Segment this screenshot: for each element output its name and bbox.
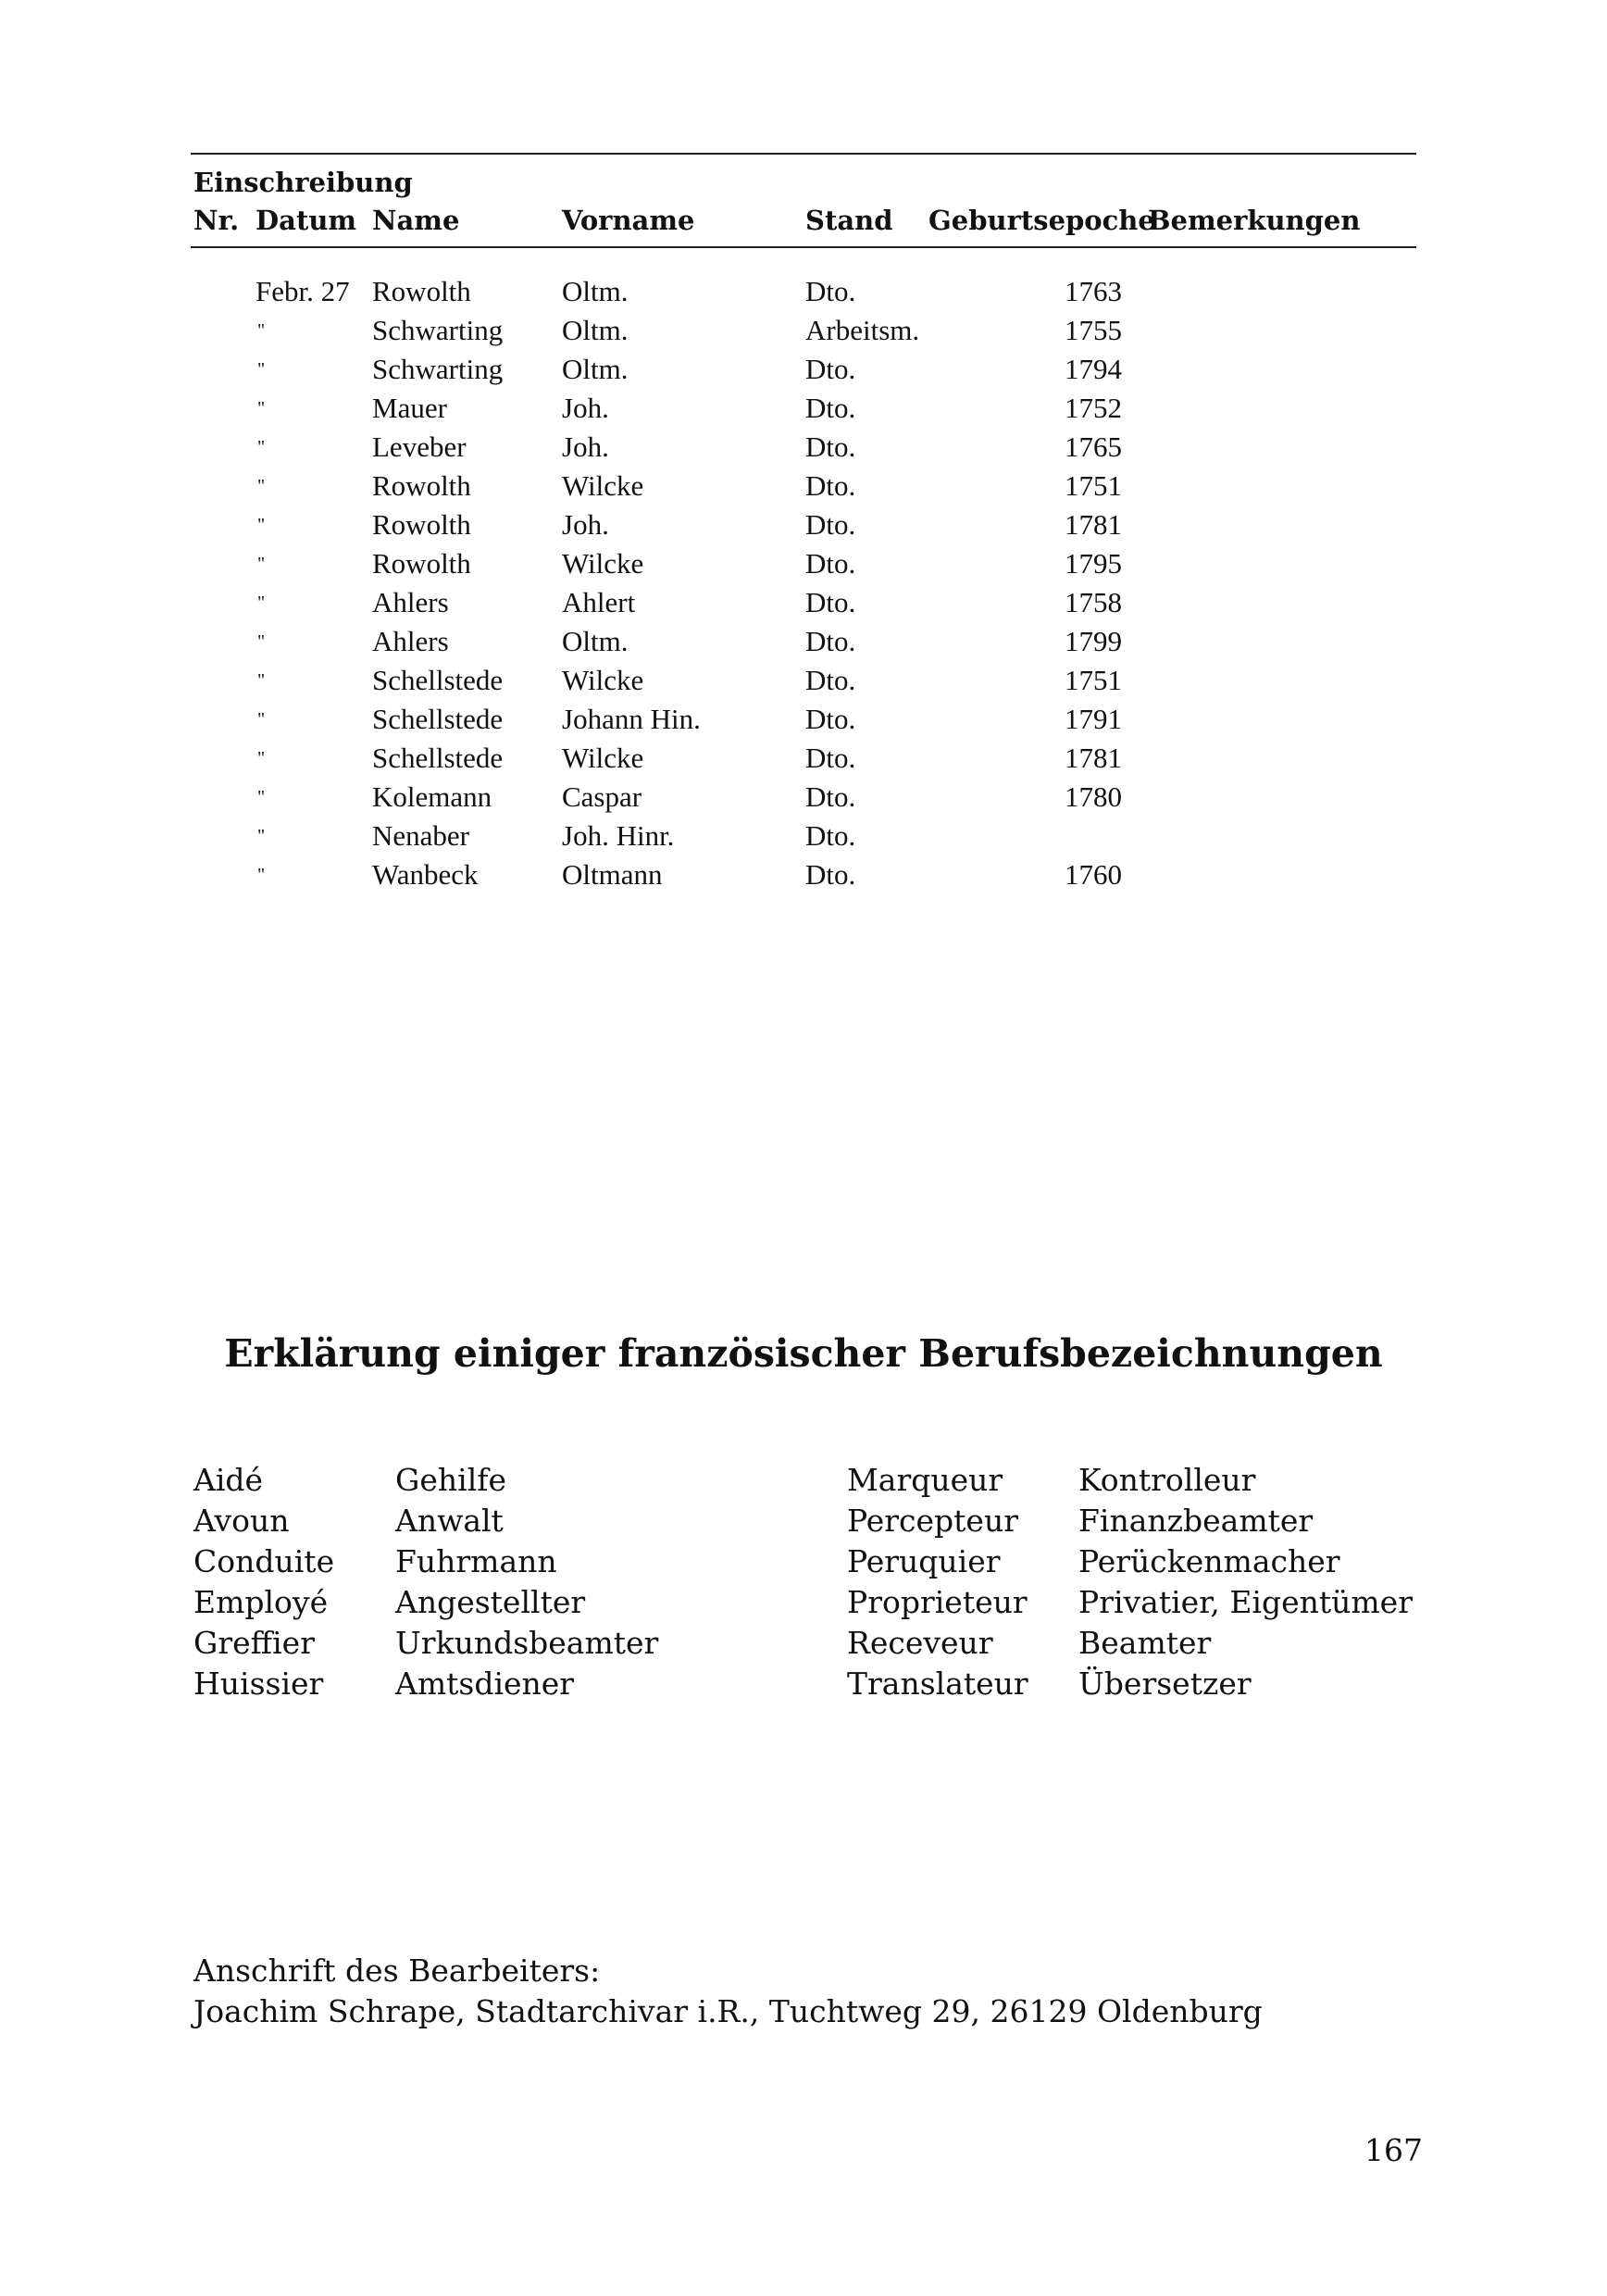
cell-vorname: Joh. Hinr. bbox=[562, 819, 675, 852]
cell-geburtsepoche: 1758 bbox=[1065, 586, 1122, 618]
glossary-term: Marqueur bbox=[847, 1462, 1003, 1498]
glossary-meaning: Beamter bbox=[1078, 1625, 1212, 1661]
cell-stand: Dto. bbox=[805, 780, 856, 813]
glossary-term: Huissier bbox=[193, 1666, 324, 1702]
cell-stand: Arbeitsm. bbox=[805, 314, 920, 346]
table-row bbox=[0, 505, 1607, 544]
table-top-rule bbox=[191, 153, 1416, 155]
cell-stand: Dto. bbox=[805, 353, 856, 385]
cell-geburtsepoche: 1751 bbox=[1065, 469, 1122, 502]
glossary-term: Receveur bbox=[847, 1625, 993, 1661]
cell-stand: Dto. bbox=[805, 430, 856, 463]
glossary-meaning: Perückenmacher bbox=[1078, 1543, 1340, 1579]
cell-vorname: Ahlert bbox=[562, 586, 636, 618]
cell-name: Schwarting bbox=[372, 314, 504, 346]
cell-stand: Dto. bbox=[805, 586, 856, 618]
cell-geburtsepoche: 1799 bbox=[1065, 625, 1122, 657]
cell-geburtsepoche: 1791 bbox=[1065, 703, 1122, 735]
cell-geburtsepoche: 1760 bbox=[1065, 858, 1122, 891]
cell-stand: Dto. bbox=[805, 703, 856, 735]
cell-datum: " bbox=[257, 631, 266, 652]
cell-name: Rowolth bbox=[372, 547, 471, 580]
cell-geburtsepoche: 1781 bbox=[1065, 742, 1122, 774]
table-row bbox=[0, 583, 1607, 622]
glossary-term: Aidé bbox=[193, 1462, 264, 1498]
cell-geburtsepoche: 1751 bbox=[1065, 664, 1122, 696]
glossary-term: Conduite bbox=[193, 1543, 335, 1579]
cell-geburtsepoche: 1763 bbox=[1065, 275, 1122, 307]
cell-datum: " bbox=[257, 359, 266, 380]
cell-name: Rowolth bbox=[372, 469, 471, 502]
cell-datum: " bbox=[257, 476, 266, 496]
cell-vorname: Johann Hin. bbox=[562, 703, 701, 735]
cell-vorname: Oltm. bbox=[562, 353, 629, 385]
header-geburtsepoche: Geburtsepoche bbox=[928, 205, 1155, 236]
cell-stand: Dto. bbox=[805, 742, 856, 774]
cell-geburtsepoche: 1794 bbox=[1065, 353, 1122, 385]
glossary-meaning: Übersetzer bbox=[1078, 1666, 1252, 1702]
cell-name: Rowolth bbox=[372, 508, 471, 541]
cell-datum: " bbox=[257, 670, 266, 691]
cell-name: Schellstede bbox=[372, 703, 504, 735]
glossary-meaning: Fuhrmann bbox=[395, 1543, 557, 1579]
table-row bbox=[0, 389, 1607, 428]
glossary-term: Proprieteur bbox=[847, 1584, 1028, 1620]
header-einschreibung: Einschreibung bbox=[193, 167, 413, 198]
glossary-meaning: Privatier, Eigentümer bbox=[1078, 1584, 1413, 1620]
cell-name: Schwarting bbox=[372, 353, 504, 385]
cell-vorname: Oltm. bbox=[562, 275, 629, 307]
table-row bbox=[0, 622, 1607, 661]
cell-geburtsepoche: 1755 bbox=[1065, 314, 1122, 346]
glossary-meaning: Urkundsbeamter bbox=[395, 1625, 659, 1661]
cell-datum: " bbox=[257, 826, 266, 846]
cell-datum: " bbox=[257, 554, 266, 574]
glossary-meaning: Gehilfe bbox=[395, 1462, 506, 1498]
glossary-term: Percepteur bbox=[847, 1503, 1018, 1539]
cell-datum: Febr. 27 bbox=[255, 275, 350, 307]
cell-stand: Dto. bbox=[805, 625, 856, 657]
header-stand: Stand bbox=[805, 205, 893, 236]
header-vorname: Vorname bbox=[562, 205, 695, 236]
cell-geburtsepoche: 1765 bbox=[1065, 430, 1122, 463]
table-row bbox=[0, 544, 1607, 583]
cell-vorname: Oltm. bbox=[562, 625, 629, 657]
cell-datum: " bbox=[257, 398, 266, 418]
cell-vorname: Joh. bbox=[562, 392, 609, 424]
table-header-rule bbox=[191, 246, 1416, 248]
glossary-meaning: Amtsdiener bbox=[395, 1666, 575, 1702]
cell-stand: Dto. bbox=[805, 392, 856, 424]
cell-name: Mauer bbox=[372, 392, 447, 424]
cell-name: Wanbeck bbox=[372, 858, 479, 891]
cell-name: Ahlers bbox=[372, 586, 449, 618]
cell-vorname: Joh. bbox=[562, 508, 609, 541]
cell-name: Schellstede bbox=[372, 664, 504, 696]
cell-name: Rowolth bbox=[372, 275, 471, 307]
cell-datum: " bbox=[257, 865, 266, 885]
cell-vorname: Wilcke bbox=[562, 547, 644, 580]
table-row bbox=[0, 700, 1607, 739]
address-label: Anschrift des Bearbeiters: bbox=[193, 1953, 601, 1989]
cell-datum: " bbox=[257, 320, 266, 341]
glossary-title: Erklärung einiger französischer Berufsbezeichnungen bbox=[224, 1331, 1383, 1376]
cell-datum: " bbox=[257, 709, 266, 730]
cell-vorname: Wilcke bbox=[562, 664, 644, 696]
cell-geburtsepoche: 1752 bbox=[1065, 392, 1122, 424]
glossary-term: Translateur bbox=[847, 1666, 1028, 1702]
cell-stand: Dto. bbox=[805, 819, 856, 852]
cell-datum: " bbox=[257, 787, 266, 807]
cell-stand: Dto. bbox=[805, 275, 856, 307]
glossary-term: Peruquier bbox=[847, 1543, 1001, 1579]
cell-stand: Dto. bbox=[805, 547, 856, 580]
cell-datum: " bbox=[257, 437, 266, 457]
cell-datum: " bbox=[257, 748, 266, 768]
table-row bbox=[0, 428, 1607, 467]
table-row bbox=[0, 350, 1607, 389]
cell-geburtsepoche: 1795 bbox=[1065, 547, 1122, 580]
cell-stand: Dto. bbox=[805, 469, 856, 502]
cell-stand: Dto. bbox=[805, 858, 856, 891]
address-line: Joachim Schrape, Stadtarchivar i.R., Tuchtweg 29, 26129 Oldenburg bbox=[193, 1993, 1263, 2029]
table-row bbox=[0, 739, 1607, 778]
cell-name: Kolemann bbox=[372, 780, 492, 813]
glossary-term: Employé bbox=[193, 1584, 329, 1620]
cell-geburtsepoche: 1780 bbox=[1065, 780, 1122, 813]
glossary-meaning: Finanzbeamter bbox=[1078, 1503, 1314, 1539]
cell-name: Leveber bbox=[372, 430, 467, 463]
table-row bbox=[0, 661, 1607, 700]
cell-geburtsepoche: 1781 bbox=[1065, 508, 1122, 541]
cell-vorname: Wilcke bbox=[562, 469, 644, 502]
header-datum: Datum bbox=[255, 205, 357, 236]
cell-name: Schellstede bbox=[372, 742, 504, 774]
cell-datum: " bbox=[257, 593, 266, 613]
glossary-meaning: Kontrolleur bbox=[1078, 1462, 1256, 1498]
table-row bbox=[0, 855, 1607, 894]
table-row bbox=[0, 272, 1607, 311]
header-nr: Nr. bbox=[193, 205, 240, 236]
glossary-meaning: Anwalt bbox=[395, 1503, 504, 1539]
table-row bbox=[0, 311, 1607, 350]
cell-vorname: Wilcke bbox=[562, 742, 644, 774]
glossary-term: Avoun bbox=[193, 1503, 290, 1539]
cell-vorname: Caspar bbox=[562, 780, 642, 813]
cell-stand: Dto. bbox=[805, 664, 856, 696]
page-number: 167 bbox=[1364, 2132, 1423, 2168]
cell-vorname: Joh. bbox=[562, 430, 609, 463]
cell-stand: Dto. bbox=[805, 508, 856, 541]
cell-vorname: Oltm. bbox=[562, 314, 629, 346]
glossary-term: Greffier bbox=[193, 1625, 315, 1661]
cell-datum: " bbox=[257, 515, 266, 535]
cell-name: Ahlers bbox=[372, 625, 449, 657]
header-bemerkungen: Bemerkungen bbox=[1148, 205, 1361, 236]
glossary-meaning: Angestellter bbox=[395, 1584, 586, 1620]
cell-vorname: Oltmann bbox=[562, 858, 663, 891]
cell-name: Nenaber bbox=[372, 819, 469, 852]
table-row bbox=[0, 817, 1607, 855]
table-row bbox=[0, 778, 1607, 817]
table-row bbox=[0, 467, 1607, 505]
header-name: Name bbox=[372, 205, 460, 236]
